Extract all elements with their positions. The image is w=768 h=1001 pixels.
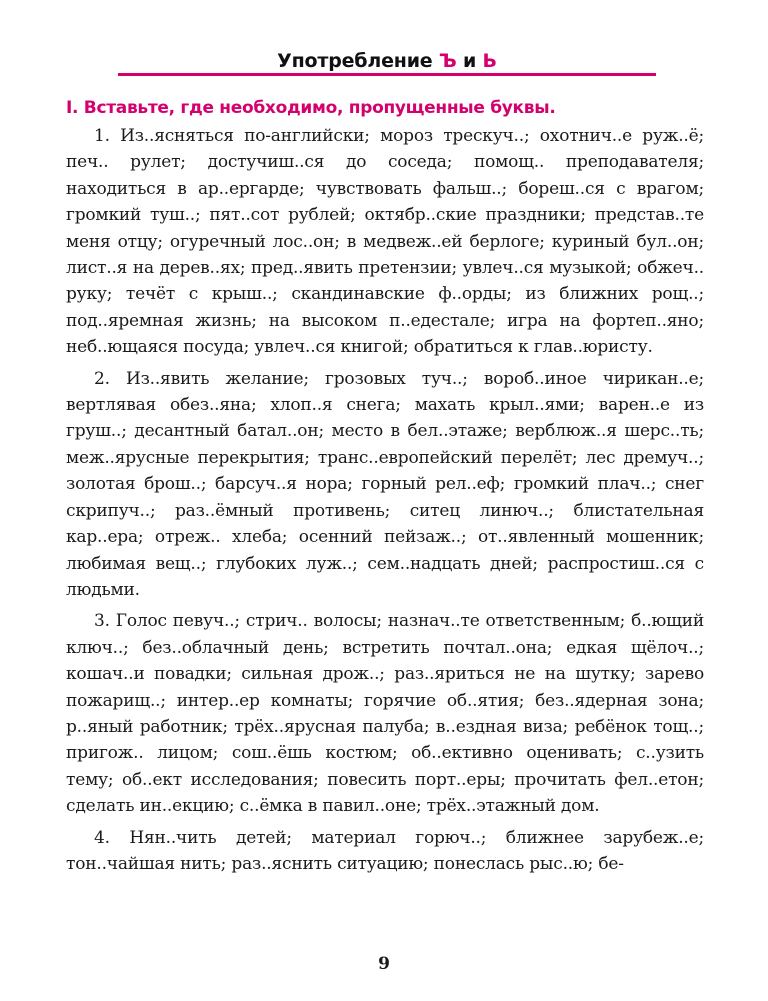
section-title <box>118 50 656 72</box>
section-title-prefix: Употребление <box>277 50 439 72</box>
hard-sign-letter: Ъ <box>438 50 457 72</box>
exercise-body <box>66 123 704 882</box>
exercise-item-3: 3. Голос певуч..; стрич.. волосы; назнач..те ответственным; б..ющий ключ..; без..облачный день; встретить почтал..она; едкая щёлоч..; кошач..и повадки; сильная дрож..; раз..яриться не на шутку; зарево пожарищ..; интер..ер комнаты; горячие об..ятия; без..ядерная зона; р..яный работник; трёх..ярусная палуба; в..ездная виза; ребёнок тощ..; пригож.. лицом; сош..ёшь костюм; об..ективно оценивать; с..узить тему; об..ект исследования; повесить порт..еры; прочитать фел..етон; сделать ин..екцию; с..ёмка в павил..оне; трёх..этажный дом. <box>66 611 704 817</box>
soft-sign-letter: Ь <box>482 50 497 72</box>
exercise-item-2: 2. Из..явить желание; грозовых туч..; вороб..иное чирикан..е; вертлявая обез..яна; хлоп..я снега; махать крыл..ями; варен..е из груш..; десантный батал..он; место в бел..этаже; верблюж..я шерс..ть; меж..ярусные перекрытия; транс..европейский перелёт; лес дремуч..; золотая брош..; барсуч..я нора; горный рел..еф; громкий плач..; снег скрипуч..; раз..ёмный противень; ситец линюч..; блистательная кар..ера; отреж.. хлеба; осенний пейзаж..; от..явленный мошенник; любимая вещ..; глубоких луж..; сем..надцать дней; распростиш..ся с людьми. <box>66 368 704 600</box>
exercise-item-1: 1. Из..ясняться по-английски; мороз трескуч..; охотнич..е руж..ё; печ.. рулет; достучиш..ся до соседа; помощ.. преподавателя; находиться в ар..ергарде; чувствовать фальш..; бореш..ся с врагом; громкий туш..; пят..сот рублей; октябр..ские праздники; представ..те меня отцу; огуречный лос..он; в медвеж..ей берлоге; куриный бул..он; лист..я на дерев..ях; пред..явить претензии; увлеч..ся музыкой; обжеч.. руку; течёт с крыш..; скандинавские ф..орды; из ближних рощ..; под..яремная жизнь; на высоком п..едестале; игра на фортеп..яно; неб..ющаяся посуда; увлеч..ся книгой; обратиться к глав..юристу. <box>66 126 704 358</box>
page-number: 9 <box>378 954 390 974</box>
section-header <box>118 46 656 76</box>
section-title-conjunction: и <box>456 50 483 72</box>
exercise-item-4: 4. Нян..чить детей; материал горюч..; ближнее зарубеж..е; тон..чайшая нить; раз..яснить ситуацию; понеслась рыс..ю; бе- <box>66 827 704 874</box>
exercise-title: I. Вставьте, где необходимо, пропущенные буквы. <box>66 98 556 118</box>
header-underline <box>118 73 656 76</box>
